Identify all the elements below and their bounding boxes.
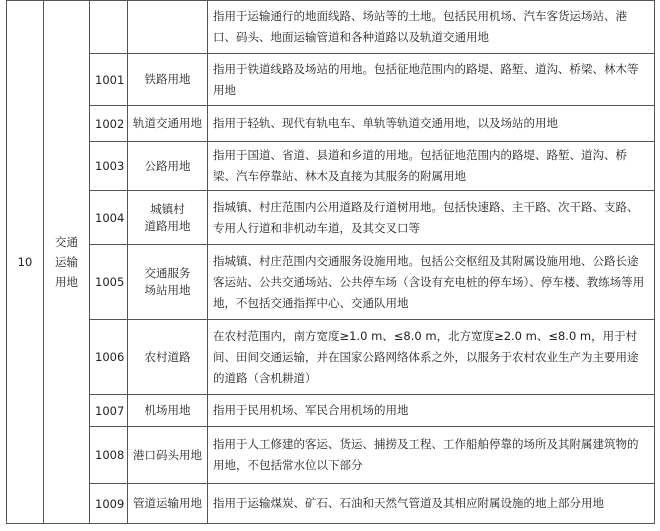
land-name-line: 港口码头用地 xyxy=(133,447,202,462)
category-name-line: 用地 xyxy=(55,275,78,289)
category-number: 10 xyxy=(7,1,44,524)
table-row xyxy=(7,320,655,395)
land-name-line: 农村道路 xyxy=(144,349,191,364)
land-description: 指城镇、村庄范围内交通服务设施用地。包括公交枢纽及其附属设施用地、公路长途客运站、公共交通场站、公共停车场（含设有充电桩的停车场）、停车楼、教练场等用地，不包括交通指挥中心、交通队用地 xyxy=(208,245,655,320)
land-name-line: 铁路用地 xyxy=(144,72,191,86)
land-name xyxy=(128,106,208,142)
land-name xyxy=(128,395,208,427)
table-row xyxy=(7,191,655,245)
category-name-line: 交通 xyxy=(55,235,78,249)
land-name-line: 道路用地 xyxy=(144,218,191,233)
land-name xyxy=(128,191,208,245)
land-description: 指用于民用机场、军民合用机场的用地 xyxy=(208,395,655,427)
land-description: 指城镇、村庄范围内公用道路及行道树用地。包括快速路、主干路、次干路、支路、专用人行道和非机动车道，及其交叉口等 xyxy=(208,191,655,245)
land-code: 1006 xyxy=(90,320,128,395)
land-name-line: 交通服务 xyxy=(144,266,191,280)
table-row xyxy=(7,395,655,427)
land-code: 1009 xyxy=(90,484,128,524)
land-description: 指用于铁道线路及场站的用地。包括征地范围内的路堤、路堑、道沟、桥梁、林木等用地 xyxy=(208,54,655,106)
land-name xyxy=(128,54,208,106)
land-code: 1004 xyxy=(90,191,128,245)
land-use-table xyxy=(6,0,655,524)
land-name xyxy=(128,484,208,524)
land-name xyxy=(128,427,208,484)
land-name xyxy=(128,142,208,191)
land-code: 1008 xyxy=(90,427,128,484)
land-name-line: 轨道交通用地 xyxy=(133,116,202,130)
land-name-line: 城镇村 xyxy=(150,201,185,216)
category-name-line: 运输 xyxy=(55,255,78,269)
land-description: 指用于运输煤炭、矿石、石油和天然气管道及其相应附属设施的地上部分用地 xyxy=(208,484,655,524)
land-code: 1003 xyxy=(90,142,128,191)
land-name xyxy=(128,245,208,320)
table-row xyxy=(7,106,655,142)
category-name xyxy=(44,1,90,524)
table-row xyxy=(7,245,655,320)
land-name-line: 机场用地 xyxy=(144,403,191,417)
table-row xyxy=(7,484,655,524)
land-code: 1001 xyxy=(90,54,128,106)
land-code: 1005 xyxy=(90,245,128,320)
land-description: 指用于人工修建的客运、货运、捕捞及工程、工作船舶停靠的场所及其附属建筑物的用地，不包括常水位以下部分 xyxy=(208,427,655,484)
category-code-empty xyxy=(90,1,128,54)
table-row-category xyxy=(7,1,655,54)
land-description: 指用于轻轨、现代有轨电车、单轨等轨道交通用地，以及场站的用地 xyxy=(208,106,655,142)
land-name-line: 管道运输用地 xyxy=(133,496,202,510)
land-name xyxy=(128,320,208,395)
land-description: 在农村范围内，南方宽度≥1.0 m、≤8.0 m，北方宽度≥2.0 m、≤8.0 m，用于村间、田间交通运输，并在国家公路网络体系之外，以服务于农村农业生产为主要用途的道路（含机耕道） xyxy=(208,320,655,395)
land-description: 指用于国道、省道、县道和乡道的用地。包括征地范围内的路堤、路堑、道沟、桥梁、汽车停靠站、林木及直接为其服务的附属用地 xyxy=(208,142,655,191)
land-name-line: 场站用地 xyxy=(144,283,191,297)
table-row xyxy=(7,54,655,106)
land-code: 1007 xyxy=(90,395,128,427)
land-name-line: 公路用地 xyxy=(144,158,191,173)
category-name-empty xyxy=(128,1,208,54)
category-description: 指用于运输通行的地面线路、场站等的土地。包括民用机场、汽车客货运场站、港口、码头、地面运输管道和各种道路以及轨道交通用地 xyxy=(208,1,655,54)
table-row xyxy=(7,142,655,191)
table-row xyxy=(7,427,655,484)
land-code: 1002 xyxy=(90,106,128,142)
